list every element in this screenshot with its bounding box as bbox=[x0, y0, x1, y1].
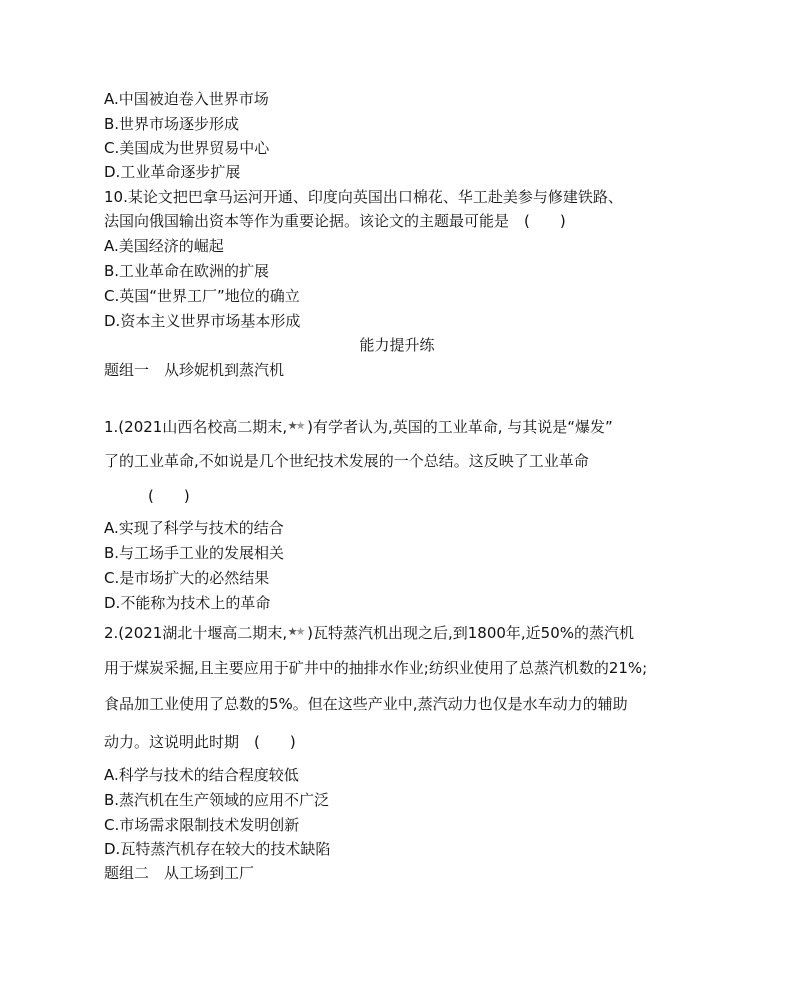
q10-stem-line2: 法国向俄国输出资本等作为重要论据。该论文的主题最可能是 ( ) bbox=[104, 212, 566, 230]
q10-stem-line1: 10.某论文把巴拿马运河开通、印度向英国出口棉花、华工赴美参与修建铁路、 bbox=[104, 188, 623, 206]
q2-source-close: ) bbox=[307, 624, 313, 642]
section-title: 能力提升练 bbox=[359, 336, 435, 354]
q2-stem-line1 bbox=[104, 623, 634, 643]
q1-option-b: B.与工场手工业的发展相关 bbox=[104, 544, 285, 562]
q10-option-b: B.工业革命在欧洲的扩展 bbox=[104, 262, 270, 280]
q9-option-a: A.中国被迫卷入世界市场 bbox=[104, 90, 269, 108]
q10-option-d: D.资本主义世界市场基本形成 bbox=[104, 312, 301, 330]
q1-stem-text: 有学者认为,英国的工业革命, 与其说是“爆发” bbox=[312, 418, 613, 436]
q1-source: 1.(2021山西名校高二期末, bbox=[104, 418, 288, 436]
q1-stem-line2: 了的工业革命,不如说是几个世纪技术发展的一个总结。这反映了工业革命 bbox=[104, 452, 589, 470]
q2-stem-line2: 用于煤炭采掘,且主要应用于矿井中的抽排水作业;纺织业使用了总蒸汽机数的21%; bbox=[104, 659, 648, 677]
q1-stem-line1 bbox=[104, 417, 613, 437]
q2-stem-line3: 食品加工业使用了总数的5%。但在这些产业中,蒸汽动力也仅是水车动力的辅助 bbox=[104, 695, 628, 713]
q1-option-a: A.实现了科学与技术的结合 bbox=[104, 519, 284, 537]
q9-option-b: B.世界市场逐步形成 bbox=[104, 115, 240, 133]
q10-option-a: A.美国经济的崛起 bbox=[104, 237, 224, 255]
q2-option-b: B.蒸汽机在生产领域的应用不广泛 bbox=[104, 791, 330, 809]
q9-option-d: D.工业革命逐步扩展 bbox=[104, 163, 241, 181]
q2-stem-text: 瓦特蒸汽机出现之后,到1800年,近50%的蒸汽机 bbox=[312, 624, 635, 642]
q10-option-c: C.英国“世界工厂”地位的确立 bbox=[104, 287, 300, 305]
group1-title: 题组一 从珍妮机到蒸汽机 bbox=[104, 361, 285, 379]
q2-option-d: D.瓦特蒸汽机存在较大的技术缺陷 bbox=[104, 840, 331, 858]
q2-stem-line4: 动力。这说明此时期 ( ) bbox=[104, 733, 296, 751]
q1-option-d: D.不能称为技术上的革命 bbox=[104, 594, 271, 612]
q2-source: 2.(2021湖北十堰高二期末, bbox=[104, 624, 288, 642]
q2-option-c: C.市场需求限制技术发明创新 bbox=[104, 816, 300, 834]
q1-answer-bracket: ( ) bbox=[148, 487, 190, 505]
q1-option-c: C.是市场扩大的必然结果 bbox=[104, 569, 270, 587]
two-star-difficulty-icon bbox=[288, 625, 306, 639]
q1-source-close: ) bbox=[307, 418, 313, 436]
q9-option-c: C.美国成为世界贸易中心 bbox=[104, 139, 270, 157]
two-star-difficulty-icon bbox=[288, 419, 306, 433]
group2-title: 题组二 从工场到工厂 bbox=[104, 864, 255, 882]
q2-option-a: A.科学与技术的结合程度较低 bbox=[104, 766, 299, 784]
